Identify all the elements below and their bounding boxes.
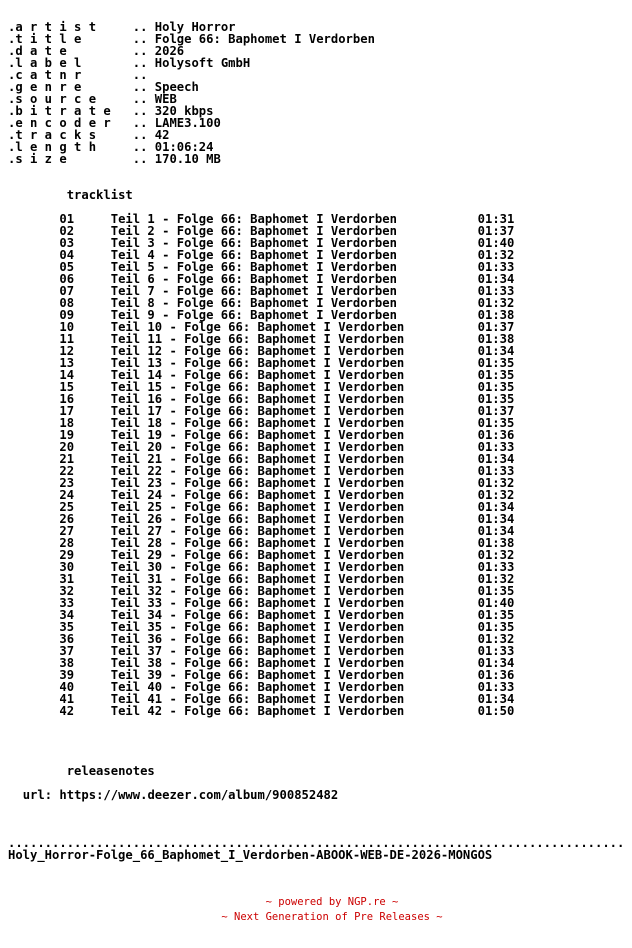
track-duration: 01:36	[477, 668, 515, 682]
track-number: 04	[59, 248, 75, 262]
track-duration: 01:33	[477, 260, 515, 274]
track-title: Teil 29 - Folge 66: Baphomet I Verdorben	[110, 548, 405, 562]
track-number: 25	[59, 500, 75, 514]
track-duration: 01:35	[477, 620, 515, 634]
track-title: Teil 2 - Folge 66: Baphomet I Verdorben	[110, 224, 397, 238]
tracklist	[8, 213, 624, 717]
track-duration: 01:34	[477, 692, 515, 706]
info-value: Folge 66: Baphomet I Verdorben	[154, 32, 375, 46]
track-title: Teil 11 - Folge 66: Baphomet I Verdorben	[110, 332, 405, 346]
info-value: 2026	[154, 44, 185, 58]
track-title: Teil 8 - Folge 66: Baphomet I Verdorben	[110, 296, 397, 310]
track-number: 39	[59, 668, 75, 682]
info-key: .l a b e l	[8, 56, 82, 70]
track-number: 13	[59, 356, 75, 370]
track-duration: 01:35	[477, 416, 515, 430]
divider: ....................................................................................	[8, 836, 625, 850]
track-duration: 01:35	[477, 584, 515, 598]
track-number: 26	[59, 512, 75, 526]
track-title: Teil 19 - Folge 66: Baphomet I Verdorben	[110, 428, 405, 442]
track-duration: 01:31	[477, 212, 515, 226]
info-row	[8, 153, 624, 165]
track-duration: 01:37	[477, 224, 515, 238]
track-number: 34	[59, 608, 75, 622]
tracklist-heading: tracklist	[66, 188, 133, 202]
track-title: Teil 21 - Folge 66: Baphomet I Verdorben	[110, 452, 405, 466]
track-number: 42	[59, 704, 75, 718]
track-title: Teil 4 - Folge 66: Baphomet I Verdorben	[110, 248, 397, 262]
track-title: Teil 16 - Folge 66: Baphomet I Verdorben	[110, 392, 405, 406]
info-key: .l e n g t h	[8, 140, 97, 154]
footer-powered-by[interactable]: ~ powered by NGP.re ~	[265, 896, 399, 908]
track-row	[8, 705, 624, 717]
track-title: Teil 42 - Folge 66: Baphomet I Verdorben	[110, 704, 405, 718]
info-value: LAME3.100	[154, 116, 221, 130]
track-duration: 01:32	[477, 296, 515, 310]
track-number: 09	[59, 308, 75, 322]
track-duration: 01:32	[477, 572, 515, 586]
info-value: 320 kbps	[154, 104, 214, 118]
track-number: 23	[59, 476, 75, 490]
track-number: 31	[59, 572, 75, 586]
track-number: 11	[59, 332, 75, 346]
track-duration: 01:33	[477, 440, 515, 454]
info-key: .s i z e	[8, 152, 67, 166]
track-title: Teil 23 - Folge 66: Baphomet I Verdorben	[110, 476, 405, 490]
track-title: Teil 27 - Folge 66: Baphomet I Verdorben	[110, 524, 405, 538]
info-value: 170.10 MB	[154, 152, 221, 166]
release-info-block	[8, 21, 624, 165]
track-title: Teil 15 - Folge 66: Baphomet I Verdorben	[110, 380, 405, 394]
url-label: url:	[22, 788, 53, 802]
info-separator: ..	[132, 68, 148, 82]
track-title: Teil 41 - Folge 66: Baphomet I Verdorben	[110, 692, 405, 706]
track-title: Teil 1 - Folge 66: Baphomet I Verdorben	[110, 212, 397, 226]
track-number: 21	[59, 452, 75, 466]
track-number: 05	[59, 260, 75, 274]
track-duration: 01:34	[477, 500, 515, 514]
info-separator: ..	[132, 32, 148, 46]
info-key: .b i t r a t e	[8, 104, 111, 118]
track-duration: 01:40	[477, 236, 515, 250]
track-title: Teil 18 - Folge 66: Baphomet I Verdorben	[110, 416, 405, 430]
info-key: .t r a c k s	[8, 128, 97, 142]
track-number: 15	[59, 380, 75, 394]
track-title: Teil 14 - Folge 66: Baphomet I Verdorben	[110, 368, 405, 382]
track-number: 20	[59, 440, 75, 454]
track-number: 16	[59, 392, 75, 406]
track-title: Teil 20 - Folge 66: Baphomet I Verdorben	[110, 440, 405, 454]
track-number: 32	[59, 584, 75, 598]
track-number: 18	[59, 416, 75, 430]
track-number: 35	[59, 620, 75, 634]
track-title: Teil 25 - Folge 66: Baphomet I Verdorben	[110, 500, 405, 514]
track-title: Teil 26 - Folge 66: Baphomet I Verdorben	[110, 512, 405, 526]
track-duration: 01:32	[477, 548, 515, 562]
info-value: Holysoft GmbH	[154, 56, 251, 70]
track-number: 07	[59, 284, 75, 298]
track-duration: 01:32	[477, 488, 515, 502]
track-number: 36	[59, 632, 75, 646]
track-number: 29	[59, 548, 75, 562]
track-duration: 01:33	[477, 464, 515, 478]
track-title: Teil 35 - Folge 66: Baphomet I Verdorben	[110, 620, 405, 634]
track-duration: 01:35	[477, 380, 515, 394]
info-key: .s o u r c e	[8, 92, 97, 106]
track-number: 10	[59, 320, 75, 334]
releasenotes-heading: releasenotes	[66, 764, 155, 778]
track-duration: 01:33	[477, 560, 515, 574]
info-value: Holy Horror	[154, 20, 236, 34]
track-title: Teil 17 - Folge 66: Baphomet I Verdorben	[110, 404, 405, 418]
info-separator: ..	[132, 20, 148, 34]
track-duration: 01:35	[477, 392, 515, 406]
footer-tagline[interactable]: ~ Next Generation of Pre Releases ~	[221, 911, 443, 923]
info-separator: ..	[132, 44, 148, 58]
info-separator: ..	[132, 140, 148, 154]
track-duration: 01:37	[477, 320, 515, 334]
track-duration: 01:33	[477, 284, 515, 298]
track-duration: 01:36	[477, 428, 515, 442]
info-value: Speech	[154, 80, 199, 94]
track-title: Teil 31 - Folge 66: Baphomet I Verdorben	[110, 572, 405, 586]
track-duration: 01:38	[477, 332, 515, 346]
track-number: 08	[59, 296, 75, 310]
track-number: 30	[59, 560, 75, 574]
info-separator: ..	[132, 56, 148, 70]
info-key: .t i t l e	[8, 32, 82, 46]
track-duration: 01:35	[477, 356, 515, 370]
info-separator: ..	[132, 104, 148, 118]
info-key: .g e n r e	[8, 80, 82, 94]
info-key: .e n c o d e r	[8, 116, 111, 130]
info-separator: ..	[132, 80, 148, 94]
url-row	[8, 789, 624, 801]
info-value: 01:06:24	[154, 140, 214, 154]
track-number: 19	[59, 428, 75, 442]
url-link[interactable]: https://www.deezer.com/album/900852482	[59, 788, 339, 802]
track-title: Teil 30 - Folge 66: Baphomet I Verdorben	[110, 560, 405, 574]
track-duration: 01:34	[477, 524, 515, 538]
track-duration: 01:34	[477, 344, 515, 358]
track-duration: 01:38	[477, 308, 515, 322]
info-separator: ..	[132, 128, 148, 142]
track-duration: 01:32	[477, 476, 515, 490]
track-title: Teil 12 - Folge 66: Baphomet I Verdorben	[110, 344, 405, 358]
track-number: 28	[59, 536, 75, 550]
track-duration: 01:32	[477, 248, 515, 262]
track-number: 33	[59, 596, 75, 610]
info-key: .d a t e	[8, 44, 67, 58]
track-title: Teil 5 - Folge 66: Baphomet I Verdorben	[110, 260, 397, 274]
track-title: Teil 34 - Folge 66: Baphomet I Verdorben	[110, 608, 405, 622]
track-title: Teil 40 - Folge 66: Baphomet I Verdorben	[110, 680, 405, 694]
track-duration: 01:50	[477, 704, 515, 718]
track-title: Teil 28 - Folge 66: Baphomet I Verdorben	[110, 536, 405, 550]
track-number: 27	[59, 524, 75, 538]
info-key: .c a t n r	[8, 68, 82, 82]
track-title: Teil 24 - Folge 66: Baphomet I Verdorben	[110, 488, 405, 502]
track-title: Teil 32 - Folge 66: Baphomet I Verdorben	[110, 584, 405, 598]
info-value: 42	[154, 128, 170, 142]
track-title: Teil 6 - Folge 66: Baphomet I Verdorben	[110, 272, 397, 286]
track-title: Teil 3 - Folge 66: Baphomet I Verdorben	[110, 236, 397, 250]
track-title: Teil 38 - Folge 66: Baphomet I Verdorben	[110, 656, 405, 670]
track-title: Teil 10 - Folge 66: Baphomet I Verdorben	[110, 320, 405, 334]
track-number: 40	[59, 680, 75, 694]
info-key: .a r t i s t	[8, 20, 97, 34]
track-title: Teil 9 - Folge 66: Baphomet I Verdorben	[110, 308, 397, 322]
track-number: 38	[59, 656, 75, 670]
track-title: Teil 37 - Folge 66: Baphomet I Verdorben	[110, 644, 405, 658]
info-value: WEB	[154, 92, 177, 106]
track-title: Teil 39 - Folge 66: Baphomet I Verdorben	[110, 668, 405, 682]
track-title: Teil 13 - Folge 66: Baphomet I Verdorben	[110, 356, 405, 370]
track-number: 06	[59, 272, 75, 286]
track-duration: 01:35	[477, 608, 515, 622]
track-number: 17	[59, 404, 75, 418]
track-title: Teil 7 - Folge 66: Baphomet I Verdorben	[110, 284, 397, 298]
release-name: Holy_Horror-Folge_66_Baphomet_I_Verdorben-ABOOK-WEB-DE-2026-MONGOS	[8, 848, 493, 862]
track-title: Teil 33 - Folge 66: Baphomet I Verdorben	[110, 596, 405, 610]
track-number: 01	[59, 212, 75, 226]
track-number: 37	[59, 644, 75, 658]
track-duration: 01:38	[477, 536, 515, 550]
nfo-text	[8, 21, 624, 861]
track-number: 12	[59, 344, 75, 358]
tracklist-heading-row	[8, 189, 624, 201]
track-duration: 01:34	[477, 272, 515, 286]
track-number: 14	[59, 368, 75, 382]
track-number: 03	[59, 236, 75, 250]
track-duration: 01:40	[477, 596, 515, 610]
track-duration: 01:33	[477, 644, 515, 658]
info-separator: ..	[132, 152, 148, 166]
track-title: Teil 22 - Folge 66: Baphomet I Verdorben	[110, 464, 405, 478]
releasenotes-heading-row	[8, 765, 624, 777]
track-number: 24	[59, 488, 75, 502]
track-duration: 01:35	[477, 368, 515, 382]
track-duration: 01:32	[477, 632, 515, 646]
info-separator: ..	[132, 92, 148, 106]
track-duration: 01:33	[477, 680, 515, 694]
track-duration: 01:34	[477, 512, 515, 526]
track-number: 22	[59, 464, 75, 478]
track-number: 41	[59, 692, 75, 706]
track-duration: 01:34	[477, 656, 515, 670]
info-separator: ..	[132, 116, 148, 130]
track-duration: 01:34	[477, 452, 515, 466]
track-title: Teil 36 - Folge 66: Baphomet I Verdorben	[110, 632, 405, 646]
track-duration: 01:37	[477, 404, 515, 418]
track-number: 02	[59, 224, 75, 238]
